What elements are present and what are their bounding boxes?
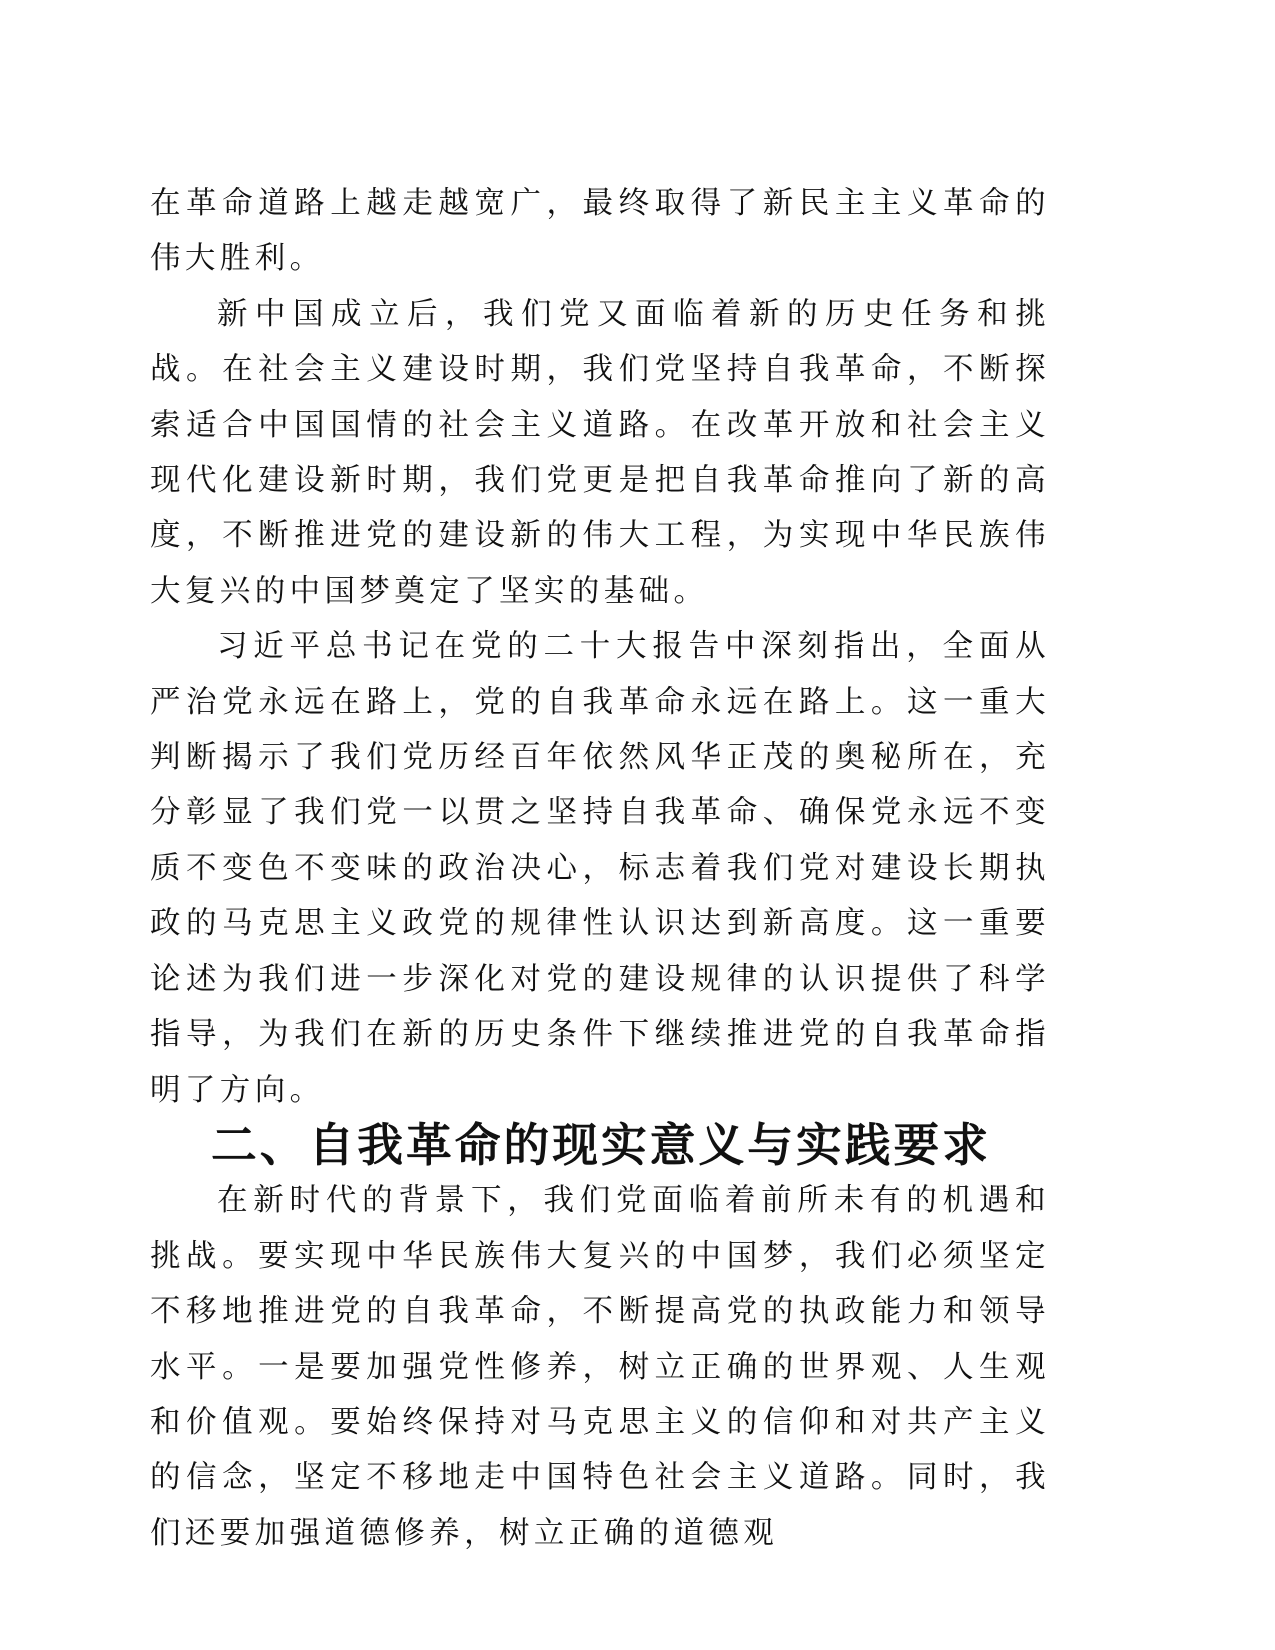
- paragraph-continuation: 在革命道路上越走越宽广，最终取得了新民主主义革命的伟大胜利。: [150, 186, 1050, 277]
- paragraph-new-china: 新中国成立后，我们党又面临着新的历史任务和挑战。在社会主义建设时期，我们党坚持自我革命，不断探索适合中国国情的社会主义道路。在改革开放和社会主义现代化建设新时期，我们党更是把自我革命推向了新的高度，不断推进党的建设新的伟大工程，为实现中华民族伟大复兴的中国梦奠定了坚实的基础。: [150, 296, 1050, 609]
- section-heading: 二、自我革命的现实意义与实践要求: [211, 1118, 991, 1172]
- paragraph-twentieth-congress: 习近平总书记在党的二十大报告中深刻指出，全面从严治党永远在路上，党的自我革命永远在路上。这一重大判断揭示了我们党历经百年依然风华正茂的奥秘所在，充分彰显了我们党一以贯之坚持自我革命、确保党永远不变质不变色不变味的政治决心，标志着我们党对建设长期执政的马克思主义政党的规律性认识达到新高度。这一重要论述为我们进一步深化对党的建设规律的认识提供了科学指导，为我们在新的历史条件下继续推进党的自我革命指明了方向。: [150, 629, 1050, 1108]
- paragraph-new-era: 在新时代的背景下，我们党面临着前所未有的机遇和挑战。要实现中华民族伟大复兴的中国梦，我们必须坚定不移地推进党的自我革命，不断提高党的执政能力和领导水平。一是要加强党性修养，树立正确的世界观、人生观和价值观。要始终保持对马克思主义的信仰和对共产主义的信念，坚定不移地走中国特色社会主义道路。同时，我们还要加强道德修养，树立正确的道德观: [150, 1183, 1050, 1551]
- document-body: [150, 176, 1050, 1561]
